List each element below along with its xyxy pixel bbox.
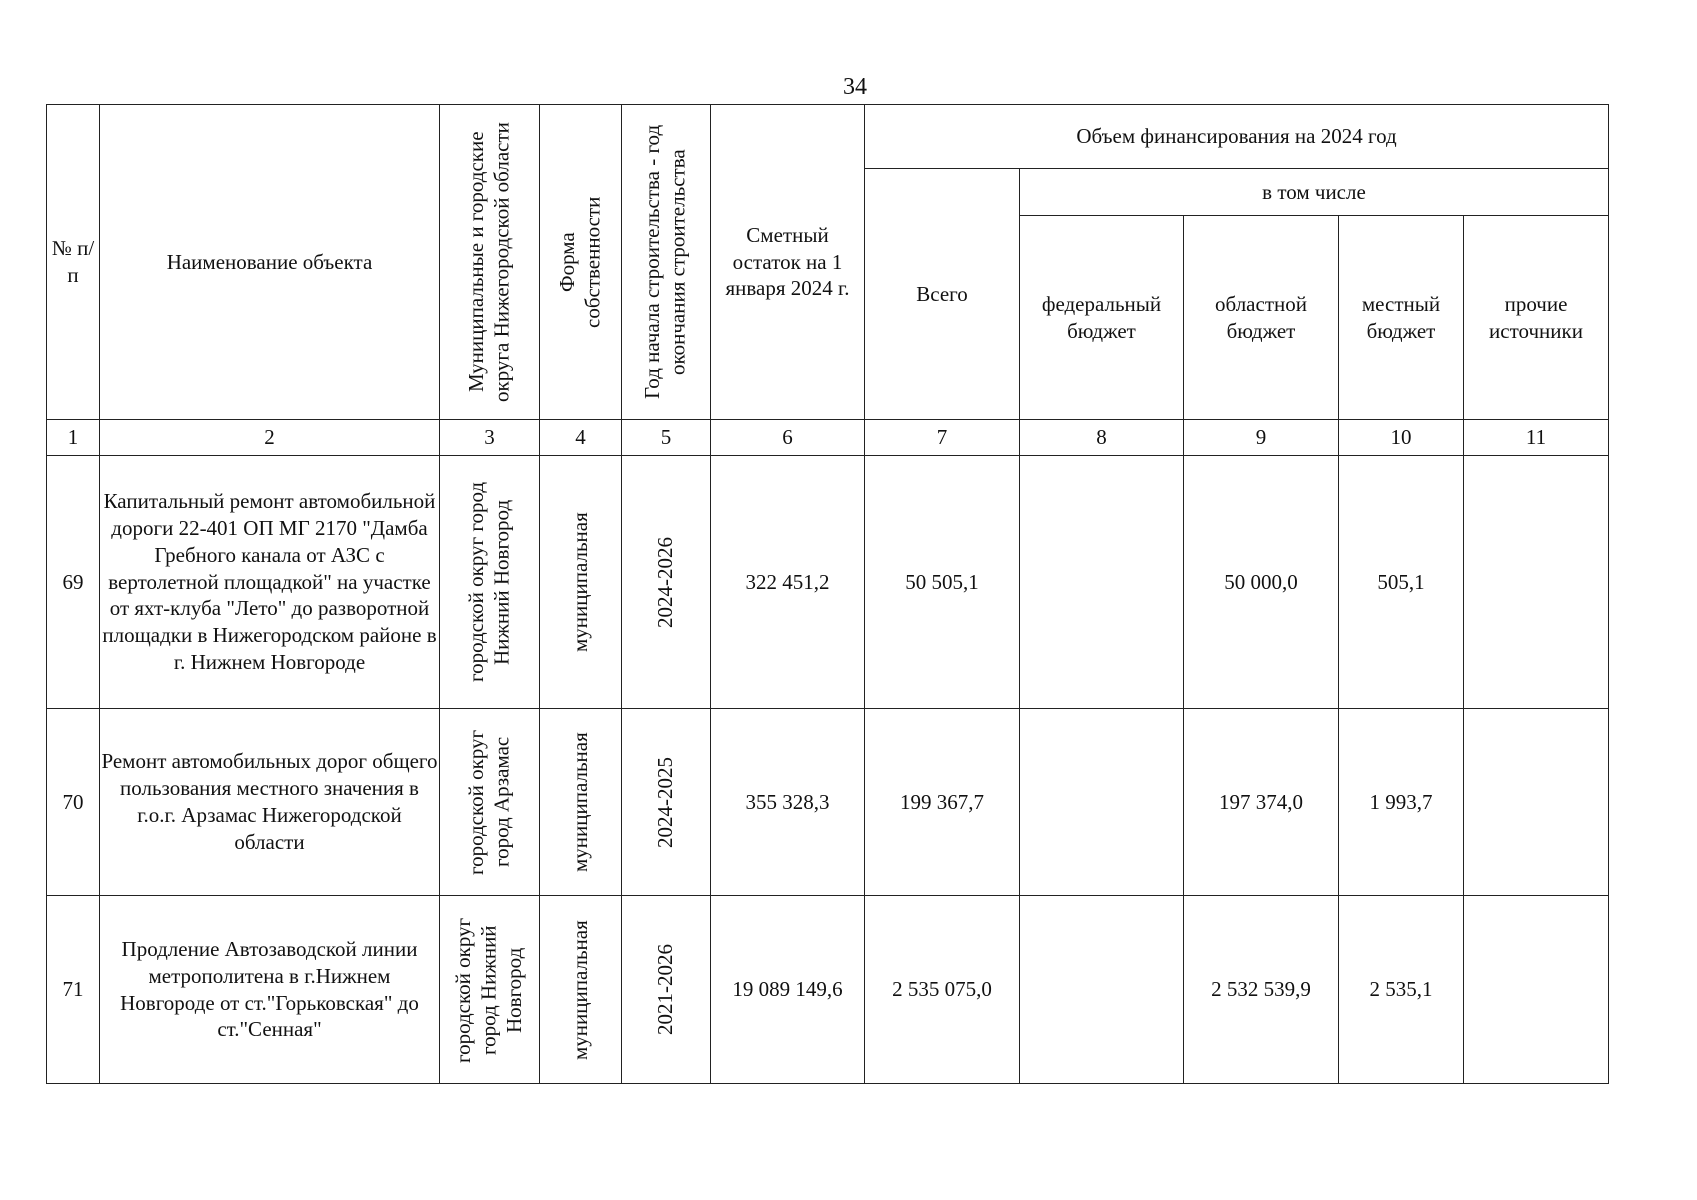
row-number: 70 — [47, 709, 100, 896]
header-regional-budget: областной бюджет — [1184, 216, 1339, 420]
header-total: Всего — [865, 169, 1020, 420]
other-amount — [1464, 456, 1609, 709]
column-number: 8 — [1020, 420, 1184, 456]
ownership-cell — [540, 456, 622, 709]
column-number: 2 — [100, 420, 440, 456]
table-row — [47, 456, 1609, 709]
object-name: Капитальный ремонт автомобильной дороги 22-401 ОП МГ 2170 "Дамба Гребного канала от АЗС с вертолетной площадкой" на участке от яхт-клуба "Лето" до разворотной площадки в Нижегородском районе в г. Нижнем Новгороде — [100, 456, 440, 709]
estimate-balance: 322 451,2 — [711, 456, 865, 709]
years-cell — [622, 896, 711, 1084]
years-text: 2021-2026 — [653, 944, 678, 1035]
table-row — [47, 896, 1609, 1084]
column-number: 1 — [47, 420, 100, 456]
header-ownership — [540, 105, 622, 420]
local-amount: 505,1 — [1339, 456, 1464, 709]
header-row-number: № п/ п — [47, 105, 100, 420]
regional-amount: 2 532 539,9 — [1184, 896, 1339, 1084]
table-row — [47, 709, 1609, 896]
federal-amount — [1020, 896, 1184, 1084]
header-financing-group: Объем финансирования на 2024 год — [865, 105, 1609, 169]
column-number: 3 — [440, 420, 540, 456]
column-number: 6 — [711, 420, 865, 456]
years-text: 2024-2026 — [653, 536, 678, 628]
ownership-text: муниципальная — [567, 512, 592, 652]
header-municipality-text: Муниципальные и городские округа Нижегородской области — [463, 122, 514, 402]
other-amount — [1464, 896, 1609, 1084]
estimate-balance: 355 328,3 — [711, 709, 865, 896]
header-ownership-text: Форма собственности — [554, 196, 605, 328]
years-cell — [622, 709, 711, 896]
municipality-text: городской округ город Арзамас — [463, 729, 514, 875]
ownership-cell — [540, 709, 622, 896]
header-local-budget: местный бюджет — [1339, 216, 1464, 420]
header-years-text: Год начала строительства - год окончания строительства — [640, 124, 690, 400]
column-number: 7 — [865, 420, 1020, 456]
municipality-text: городской округ город Нижний Новгород — [463, 481, 514, 683]
ownership-cell — [540, 896, 622, 1084]
local-amount: 1 993,7 — [1339, 709, 1464, 896]
column-number: 5 — [622, 420, 711, 456]
column-number: 4 — [540, 420, 622, 456]
object-name: Ремонт автомобильных дорог общего пользования местного значения в г.о.г. Арзамас Нижегородской области — [100, 709, 440, 896]
column-number: 9 — [1184, 420, 1339, 456]
total-amount: 199 367,7 — [865, 709, 1020, 896]
years-text: 2024-2025 — [653, 756, 678, 848]
other-amount — [1464, 709, 1609, 896]
header-estimate-balance: Сметный остаток на 1 января 2024 г. — [711, 105, 865, 420]
row-number: 69 — [47, 456, 100, 709]
header-municipality — [440, 105, 540, 420]
municipality-cell — [440, 456, 540, 709]
row-number: 71 — [47, 896, 100, 1084]
column-number: 11 — [1464, 420, 1609, 456]
years-cell — [622, 456, 711, 709]
header-years — [622, 105, 711, 420]
municipality-cell — [440, 709, 540, 896]
municipality-text: городской округ город Нижний Новгород — [451, 916, 527, 1063]
municipality-cell — [440, 896, 540, 1084]
column-number: 10 — [1339, 420, 1464, 456]
total-amount: 2 535 075,0 — [865, 896, 1020, 1084]
regional-amount: 197 374,0 — [1184, 709, 1339, 896]
header-including-group: в том числе — [1020, 169, 1609, 216]
federal-amount — [1020, 456, 1184, 709]
header-other-sources: прочие источники — [1464, 216, 1609, 420]
ownership-text: муниципальная — [567, 919, 592, 1060]
object-name: Продление Автозаводской линии метрополитена в г.Нижнем Новгороде от ст."Горьковская" до ст."Сенная" — [100, 896, 440, 1084]
page-number: 34 — [843, 74, 867, 100]
regional-amount: 50 000,0 — [1184, 456, 1339, 709]
ownership-text: муниципальная — [567, 732, 592, 872]
estimate-balance: 19 089 149,6 — [711, 896, 865, 1084]
header-federal-budget: федеральный бюджет — [1020, 216, 1184, 420]
financing-table — [46, 104, 1609, 1084]
total-amount: 50 505,1 — [865, 456, 1020, 709]
header-object-name: Наименование объекта — [100, 105, 440, 420]
federal-amount — [1020, 709, 1184, 896]
local-amount: 2 535,1 — [1339, 896, 1464, 1084]
